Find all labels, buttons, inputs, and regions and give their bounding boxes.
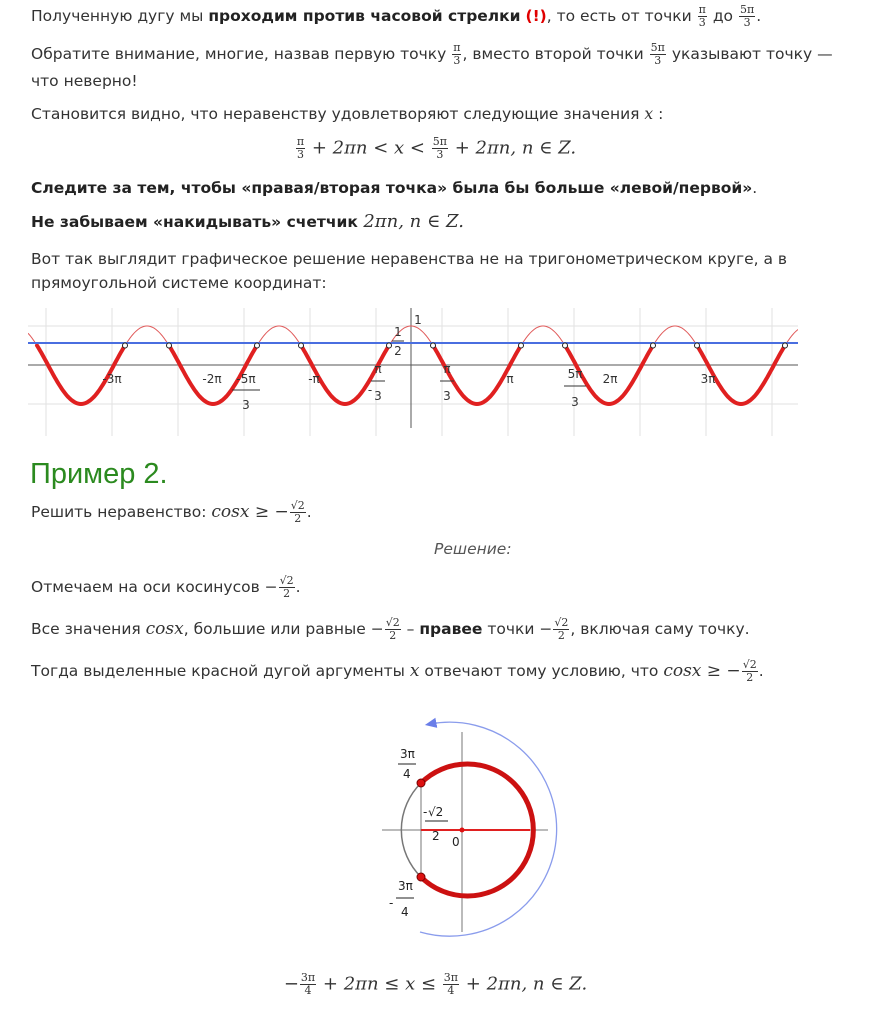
fraction-5pi-over-3: $\frac{5\pi}{3}$	[650, 41, 665, 67]
fraction-5pi-over-3: $\frac{5\pi}{3}$	[432, 135, 447, 161]
svg-text:4: 4	[401, 905, 409, 919]
fraction-3pi-over-4: $\frac{3\pi}{4}$	[300, 971, 316, 997]
text: , то есть от точки	[546, 7, 697, 25]
tick-label: -3π	[102, 372, 122, 386]
svg-text:√2: √2	[428, 805, 444, 819]
fraction-sqrt2-over-2: $\frac{√2}{2}$	[290, 499, 305, 525]
intersection-point	[387, 343, 392, 348]
text: до	[707, 7, 738, 25]
intersection-point	[255, 343, 260, 348]
svg-text:2: 2	[432, 829, 440, 843]
fraction-sqrt2-over-2: $\frac{√2}{2}$	[385, 616, 400, 642]
text-line-bold-hint: Следите за тем, чтобы «правая/вторая точка» была бы больше «левой/первой».	[31, 179, 758, 197]
formula-answer: − $\frac{3\pi}{4}$ + 2πn ≤ x ≤ $\frac{3\pi}{4}$ + 2πn, n ∈ Z.	[283, 971, 588, 997]
svg-text:-: -	[367, 383, 373, 397]
intersection-point	[519, 343, 524, 348]
unit-circle-diagram	[370, 712, 590, 952]
fraction-5pi-over-3: $\frac{5\pi}{3}$	[739, 3, 755, 29]
fraction-pi-over-3: $\frac{\pi}{3}$	[296, 135, 305, 161]
fraction-sqrt2-over-2: $\frac{√2}{2}$	[554, 616, 569, 642]
intersection-point	[563, 343, 568, 348]
tick-label: π	[443, 362, 451, 376]
intersection-point	[123, 343, 128, 348]
cosine-graph	[28, 308, 798, 436]
fraction-3pi-over-4: $\frac{3\pi}{4}$	[443, 971, 459, 997]
fraction-pi-over-3: $\frac{\pi}{3}$	[453, 41, 461, 67]
text-line-warning: Обратите внимание, многие, назвав первую точку $\frac{\pi}{3}$ , вместо второй точки $\frac{5\pi}{3}$ указывают точку —	[31, 41, 833, 67]
tick-label: 3	[571, 395, 579, 409]
fraction-pi-over-3: $\frac{\pi}{3}$	[698, 3, 706, 29]
tick-label: -2π	[202, 372, 222, 386]
tick-label: π	[506, 372, 514, 386]
svg-text:2: 2	[394, 344, 402, 358]
intersection-point	[695, 343, 700, 348]
label-zero: 0	[452, 835, 460, 849]
label-one: 1	[414, 313, 422, 327]
intersection-point	[651, 343, 656, 348]
text: Полученную дугу мы	[31, 7, 209, 25]
label-3pi-over-4: 3π	[400, 747, 415, 761]
formula-inequality: $\frac{\pi}{3}$ + 2πn < x < $\frac{5\pi}{3}$ + 2πn, n ∈ Z.	[296, 135, 577, 161]
intersection-point	[783, 343, 788, 348]
tick-label: -5π	[236, 372, 256, 386]
tick-label: 3	[242, 398, 250, 412]
tick-label: -π	[308, 372, 320, 386]
fraction-sqrt2-over-2: $\frac{√2}{2}$	[279, 574, 294, 600]
tick-label: 3	[374, 389, 382, 403]
step-2: Все значения cosx, большие или равные − $\frac{√2}{2}$ – правее точки − $\frac{√2}{2}$ , включая саму точку.	[31, 616, 750, 642]
fraction-sqrt2-over-2: $\frac{√2}{2}$	[742, 658, 757, 684]
intersection-point	[299, 343, 304, 348]
solution-label: Решение:	[434, 540, 512, 558]
label-half: 1	[394, 325, 402, 339]
svg-text:-: -	[389, 896, 394, 910]
task-line: Решить неравенство: cosx ≥ − $\frac{√2}{2}$ .	[31, 499, 312, 525]
example-heading: Пример 2.	[30, 458, 168, 490]
grid	[28, 308, 798, 436]
text-line-counter: Не забываем «накидывать» счетчик 2πn, n ∈ Z.	[31, 211, 464, 232]
svg-text:4: 4	[403, 767, 411, 781]
intersection-point	[431, 343, 436, 348]
text-line-graph-intro-2: прямоугольной системе координат:	[31, 274, 327, 292]
intersection-point	[167, 343, 172, 348]
bold-text: проходим против часовой стрелки	[208, 7, 521, 25]
tick-label: 2π	[602, 372, 618, 386]
text-line-arc-direction: Полученную дугу мы проходим против часовой стрелки (!), то есть от точки $\frac{\pi}{3}$ до $\frac{5\pi}{3}$ .	[31, 3, 762, 29]
text-line-warning-end: что неверно!	[31, 72, 138, 90]
svg-text:-: -	[423, 805, 428, 819]
tick-label: 3	[443, 389, 451, 403]
svg-text:3π: 3π	[398, 879, 413, 893]
step-1: Отмечаем на оси косинусов − $\frac{√2}{2}$ .	[31, 574, 301, 600]
step-3: Тогда выделенные красной дугой аргументы x отвечают тому условию, что cosx ≥ − $\frac{√2}{2}$ .	[31, 658, 764, 684]
exclamation: (!)	[525, 7, 547, 25]
tick-label: 3π	[700, 372, 716, 386]
tick-label: π	[374, 362, 382, 376]
text-line-values: Становится видно, что неравенству удовлетворяют следующие значения x :	[31, 105, 664, 123]
tick-label: 5π	[567, 367, 583, 381]
text-line-graph-intro: Вот так выглядит графическое решение неравенства не на тригонометрическом круге, а в	[31, 250, 788, 268]
